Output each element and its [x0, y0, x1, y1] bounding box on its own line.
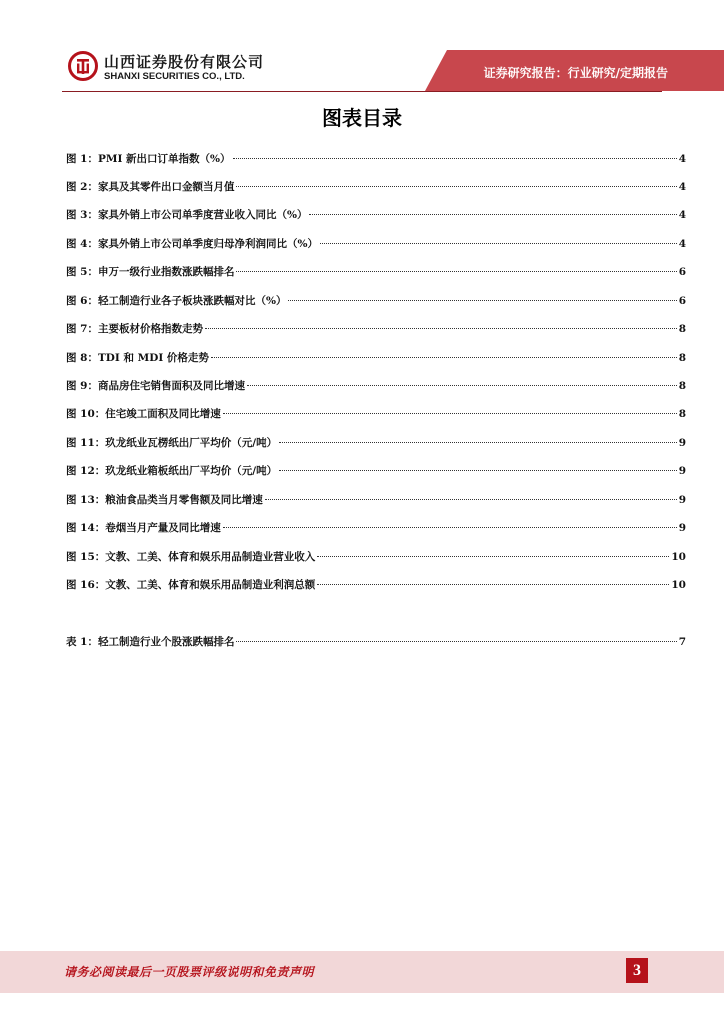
toc-entry-figure-14[interactable]	[66, 520, 686, 538]
toc-entry-page: 8	[678, 352, 686, 364]
toc-entry-figure-9[interactable]	[66, 378, 686, 396]
toc-leader-dots	[247, 385, 677, 386]
company-name-en: SHANXI SECURITIES CO., LTD.	[104, 71, 245, 82]
toc-entry-label: 图 15：文教、工美、体育和娱乐用品制造业营业收入	[66, 551, 316, 563]
toc-entry-figure-12[interactable]	[66, 463, 686, 481]
toc-leader-dots	[236, 186, 676, 187]
toc-entry-figure-11[interactable]	[66, 435, 686, 453]
toc-entry-page: 4	[678, 209, 686, 221]
toc-entry-page: 4	[678, 181, 686, 193]
toc-entry-page: 10	[671, 579, 686, 591]
toc-leader-dots	[223, 527, 677, 528]
disclaimer-notice: 请务必阅读最后一页股票评级说明和免责声明	[64, 965, 315, 979]
toc-entry-label: 图 10：住宅竣工面积及同比增速	[66, 408, 221, 420]
toc-entry-label: 图 1：PMI 新出口订单指数（%）	[66, 153, 231, 165]
toc-entry-page: 7	[678, 636, 686, 648]
toc-entry-figure-4[interactable]	[66, 236, 686, 254]
toc-leader-dots	[279, 442, 677, 443]
page-number: 3	[626, 958, 648, 983]
toc-entry-label: 表 1：轻工制造行业个股涨跌幅排名	[66, 636, 235, 648]
toc-leader-dots	[236, 641, 676, 642]
toc-entry-label: 图 16：文教、工美、体育和娱乐用品制造业利润总额	[66, 579, 316, 591]
toc-entry-figure-7[interactable]	[66, 321, 686, 339]
toc-entry-label: 图 7：主要板材价格指数走势	[66, 323, 203, 335]
toc-entry-label: 图 14：卷烟当月产量及同比增速	[66, 522, 221, 534]
toc-leader-dots	[236, 271, 676, 272]
toc-entry-page: 8	[678, 323, 686, 335]
toc-entry-page: 4	[678, 153, 686, 165]
toc-entry-page: 6	[678, 266, 686, 278]
toc-entry-figure-5[interactable]	[66, 264, 686, 282]
toc-leader-dots	[223, 413, 677, 414]
company-name-cn: 山西证券股份有限公司	[104, 53, 265, 71]
toc-entry-page: 9	[678, 465, 686, 477]
toc-entry-page: 6	[678, 295, 686, 307]
toc-leader-dots	[309, 214, 676, 215]
shanxi-securities-logo-icon	[68, 51, 98, 81]
toc-entry-label: 图 4：家具外销上市公司单季度归母净利润同比（%）	[66, 238, 318, 250]
page-title: 图表目录	[322, 106, 402, 130]
toc-leader-dots	[279, 470, 677, 471]
toc-entry-page: 10	[671, 551, 686, 563]
toc-entry-label: 图 5：申万一级行业指数涨跌幅排名	[66, 266, 235, 278]
toc-entry-figure-6[interactable]	[66, 293, 686, 311]
toc-entry-figure-13[interactable]	[66, 492, 686, 510]
toc-entry-page: 8	[678, 408, 686, 420]
toc-entry-label: 图 6：轻工制造行业各子板块涨跌幅对比（%）	[66, 295, 287, 307]
toc-leader-dots	[233, 158, 677, 159]
toc-entry-label: 图 12：玖龙纸业箱板纸出厂平均价（元/吨）	[66, 465, 278, 477]
toc-entry-label: 图 13：粮油食品类当月零售额及同比增速	[66, 494, 263, 506]
toc-entry-label: 图 3：家具外销上市公司单季度营业收入同比（%）	[66, 209, 308, 221]
toc-leader-dots	[320, 243, 677, 244]
toc-entry-label: 图 2：家具及其零件出口金额当月值	[66, 181, 235, 193]
toc-leader-dots	[317, 556, 669, 557]
toc-entry-page: 9	[678, 522, 686, 534]
toc-entry-table-1[interactable]	[66, 634, 686, 652]
toc-entry-page: 9	[678, 437, 686, 449]
toc-entry-label: 图 9：商品房住宅销售面积及同比增速	[66, 380, 245, 392]
toc-leader-dots	[288, 300, 676, 301]
toc-leader-dots	[265, 499, 677, 500]
header-divider	[62, 91, 662, 92]
toc-entry-figure-1[interactable]	[66, 151, 686, 169]
toc-entry-figure-8[interactable]	[66, 350, 686, 368]
toc-entry-figure-2[interactable]	[66, 179, 686, 197]
toc-leader-dots	[317, 584, 669, 585]
page-header	[0, 0, 724, 98]
toc-leader-dots	[211, 357, 677, 358]
toc-entry-page: 4	[678, 238, 686, 250]
toc-entry-figure-16[interactable]	[66, 577, 686, 595]
toc-entry-figure-15[interactable]	[66, 549, 686, 567]
toc-entry-label: 图 8：TDI 和 MDI 价格走势	[66, 352, 209, 364]
toc-entry-label: 图 11：玖龙纸业瓦楞纸出厂平均价（元/吨）	[66, 437, 278, 449]
toc-entry-figure-3[interactable]	[66, 207, 686, 225]
toc-entry-page: 8	[678, 380, 686, 392]
toc-entry-figure-10[interactable]	[66, 406, 686, 424]
toc-entry-page: 9	[678, 494, 686, 506]
toc-leader-dots	[205, 328, 677, 329]
report-type-label: 证券研究报告：行业研究/定期报告	[483, 66, 668, 80]
